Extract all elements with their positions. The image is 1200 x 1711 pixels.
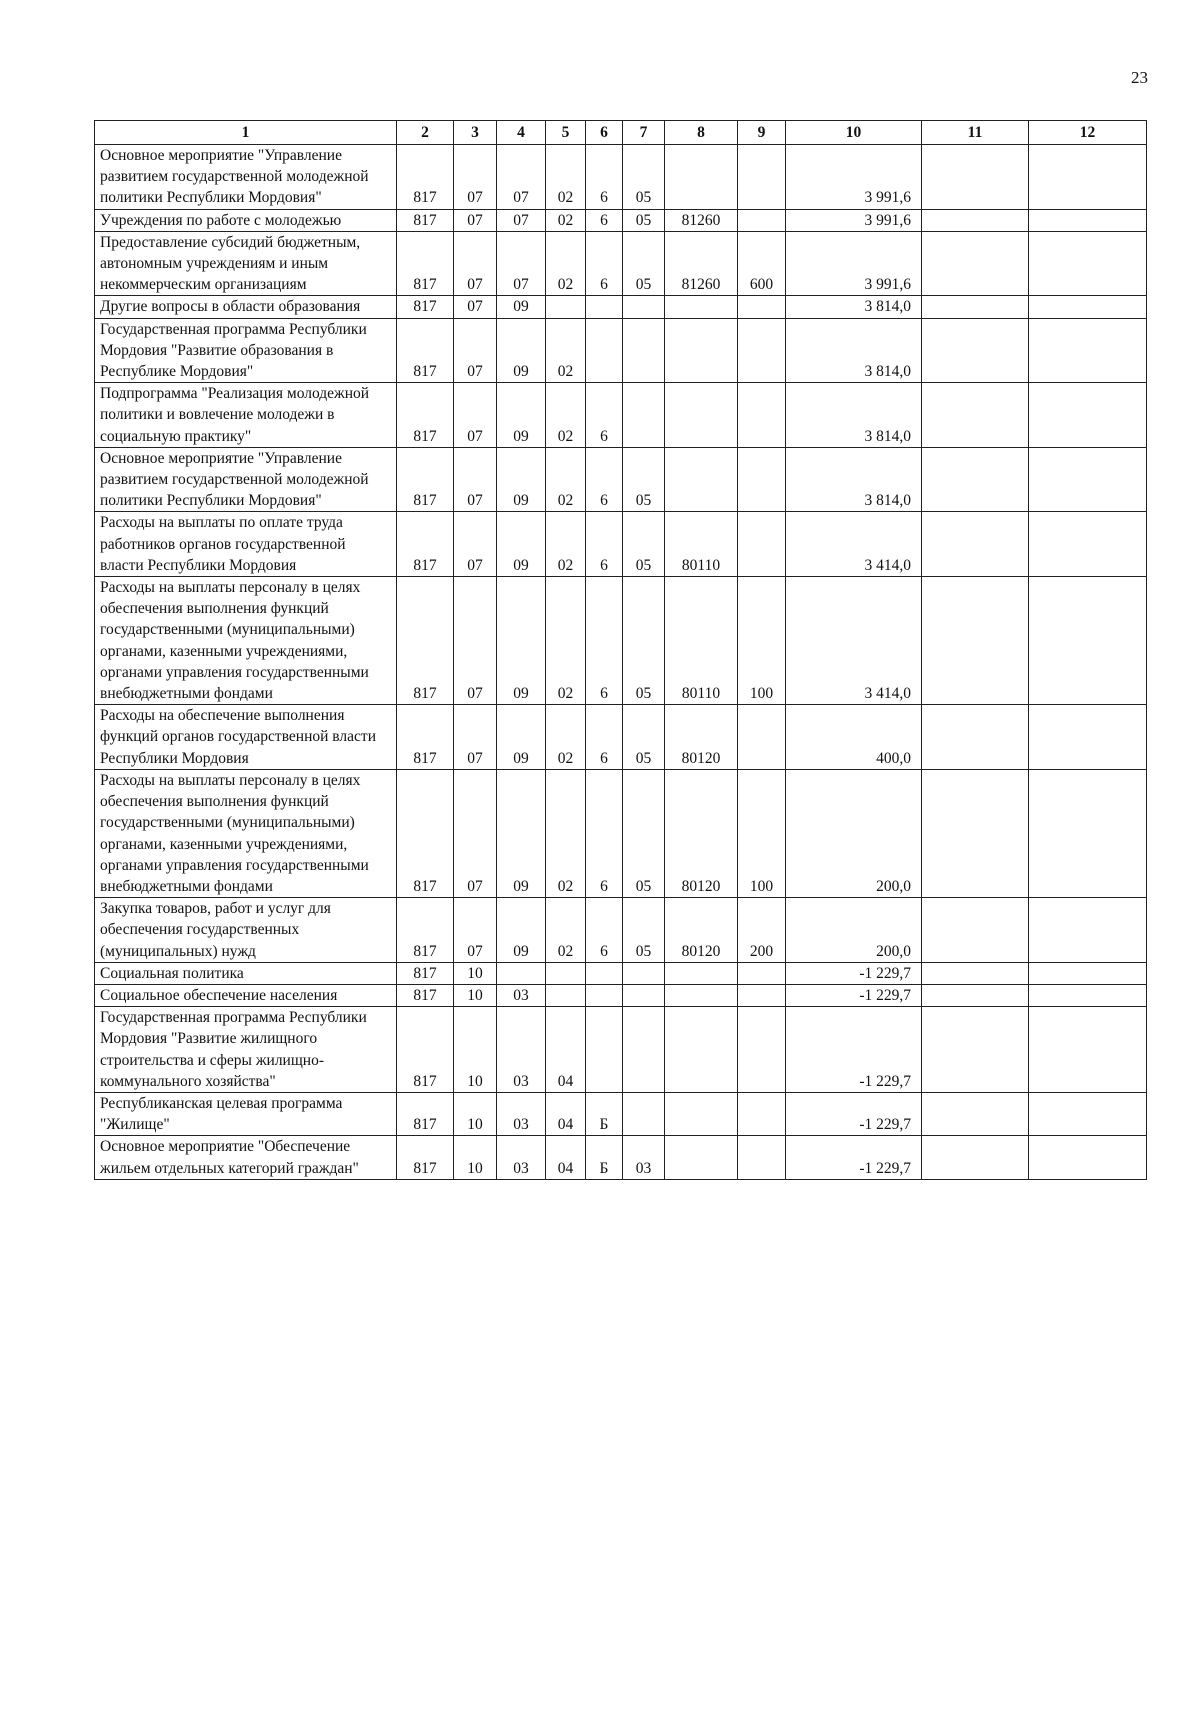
row-name-cell: Расходы на выплаты по оплате труда работников органов государственной власти Республики Мордовия	[95, 512, 397, 577]
amount-cell: -1 229,7	[786, 984, 922, 1006]
amount-cell-11	[922, 1007, 1029, 1093]
section-cell: 07	[454, 769, 497, 897]
section-cell: 07	[454, 318, 497, 383]
expense-type-cell	[738, 1136, 786, 1179]
column-header: 10	[786, 121, 922, 145]
subprogram-cell: 6	[586, 447, 623, 512]
section-cell: 10	[454, 1136, 497, 1179]
amount-cell-11	[922, 318, 1029, 383]
measure-cell	[623, 1092, 665, 1135]
row-name-cell: Социальное обеспечение населения	[95, 984, 397, 1006]
measure-cell	[623, 962, 665, 984]
admin-code-cell: 817	[397, 962, 454, 984]
amount-cell-12	[1029, 231, 1147, 296]
program-cell	[546, 962, 586, 984]
expense-type-cell	[738, 984, 786, 1006]
direction-cell: 80120	[665, 705, 738, 770]
expense-type-cell	[738, 705, 786, 770]
expense-type-cell	[738, 447, 786, 512]
program-cell: 02	[546, 769, 586, 897]
admin-code-cell: 817	[397, 512, 454, 577]
table-row	[95, 447, 1147, 512]
column-header: 12	[1029, 121, 1147, 145]
direction-cell: 81260	[665, 231, 738, 296]
row-name-cell: Государственная программа Республики Мордовия "Развитие жилищного строительства и сферы жилищно-коммунального хозяйства"	[95, 1007, 397, 1093]
measure-cell	[623, 1007, 665, 1093]
subprogram-cell: 6	[586, 512, 623, 577]
budget-table	[94, 120, 1147, 1180]
subsection-cell: 07	[497, 145, 546, 210]
row-name-cell: Расходы на выплаты персоналу в целях обеспечения выполнения функций государственными (муниципальными) органами, казенными учреждениями, органами управления государственными внебюджетными фондами	[95, 769, 397, 897]
table-row	[95, 318, 1147, 383]
admin-code-cell: 817	[397, 769, 454, 897]
table-row	[95, 898, 1147, 963]
amount-cell: 400,0	[786, 705, 922, 770]
amount-cell-11	[922, 231, 1029, 296]
amount-cell-11	[922, 577, 1029, 705]
section-cell: 10	[454, 1092, 497, 1135]
program-cell	[546, 984, 586, 1006]
section-cell: 07	[454, 577, 497, 705]
amount-cell: 3 814,0	[786, 296, 922, 318]
direction-cell: 81260	[665, 209, 738, 231]
subsection-cell: 09	[497, 705, 546, 770]
program-cell: 04	[546, 1007, 586, 1093]
table-row	[95, 705, 1147, 770]
amount-cell-12	[1029, 898, 1147, 963]
amount-cell: 3 991,6	[786, 145, 922, 210]
program-cell: 02	[546, 512, 586, 577]
measure-cell: 03	[623, 1136, 665, 1179]
amount-cell-11	[922, 962, 1029, 984]
admin-code-cell: 817	[397, 705, 454, 770]
section-cell: 07	[454, 231, 497, 296]
table-row	[95, 1092, 1147, 1135]
amount-cell-11	[922, 145, 1029, 210]
amount-cell-12	[1029, 145, 1147, 210]
section-cell: 07	[454, 512, 497, 577]
expense-type-cell: 100	[738, 577, 786, 705]
header-row	[95, 121, 1147, 145]
row-name-cell: Основное мероприятие "Обеспечение жильем отдельных категорий граждан"	[95, 1136, 397, 1179]
table-row	[95, 577, 1147, 705]
admin-code-cell: 817	[397, 577, 454, 705]
amount-cell-11	[922, 984, 1029, 1006]
program-cell: 02	[546, 231, 586, 296]
amount-cell: 200,0	[786, 898, 922, 963]
subsection-cell: 09	[497, 383, 546, 448]
program-cell: 02	[546, 898, 586, 963]
section-cell: 07	[454, 383, 497, 448]
amount-cell: 200,0	[786, 769, 922, 897]
subsection-cell: 03	[497, 984, 546, 1006]
expense-type-cell	[738, 962, 786, 984]
program-cell	[546, 296, 586, 318]
column-header: 8	[665, 121, 738, 145]
subprogram-cell	[586, 962, 623, 984]
column-header: 3	[454, 121, 497, 145]
section-cell: 07	[454, 447, 497, 512]
row-name-cell: Другие вопросы в области образования	[95, 296, 397, 318]
table-row	[95, 962, 1147, 984]
column-header: 11	[922, 121, 1029, 145]
expense-type-cell	[738, 1007, 786, 1093]
subprogram-cell	[586, 984, 623, 1006]
admin-code-cell: 817	[397, 296, 454, 318]
subsection-cell: 03	[497, 1136, 546, 1179]
row-name-cell: Социальная политика	[95, 962, 397, 984]
column-header: 1	[95, 121, 397, 145]
measure-cell: 05	[623, 705, 665, 770]
subprogram-cell: 6	[586, 383, 623, 448]
amount-cell-12	[1029, 318, 1147, 383]
subprogram-cell: 6	[586, 769, 623, 897]
section-cell: 07	[454, 296, 497, 318]
direction-cell	[665, 447, 738, 512]
table-row	[95, 1007, 1147, 1093]
amount-cell: 3 814,0	[786, 318, 922, 383]
column-header: 6	[586, 121, 623, 145]
admin-code-cell: 817	[397, 984, 454, 1006]
program-cell: 02	[546, 145, 586, 210]
table-row	[95, 296, 1147, 318]
measure-cell: 05	[623, 447, 665, 512]
measure-cell	[623, 984, 665, 1006]
subprogram-cell	[586, 318, 623, 383]
direction-cell: 80120	[665, 898, 738, 963]
measure-cell: 05	[623, 145, 665, 210]
direction-cell: 80110	[665, 577, 738, 705]
section-cell: 07	[454, 705, 497, 770]
table-row	[95, 231, 1147, 296]
table-row	[95, 145, 1147, 210]
subsection-cell: 09	[497, 577, 546, 705]
subprogram-cell: 6	[586, 209, 623, 231]
section-cell: 10	[454, 1007, 497, 1093]
admin-code-cell: 817	[397, 145, 454, 210]
expense-type-cell	[738, 318, 786, 383]
measure-cell	[623, 296, 665, 318]
admin-code-cell: 817	[397, 1136, 454, 1179]
amount-cell-11	[922, 296, 1029, 318]
amount-cell-12	[1029, 962, 1147, 984]
amount-cell: 3 991,6	[786, 231, 922, 296]
amount-cell: 3 814,0	[786, 447, 922, 512]
direction-cell	[665, 962, 738, 984]
amount-cell-12	[1029, 383, 1147, 448]
amount-cell-11	[922, 512, 1029, 577]
program-cell: 02	[546, 318, 586, 383]
program-cell: 02	[546, 447, 586, 512]
column-header: 7	[623, 121, 665, 145]
subprogram-cell	[586, 296, 623, 318]
admin-code-cell: 817	[397, 447, 454, 512]
column-header: 4	[497, 121, 546, 145]
expense-type-cell	[738, 209, 786, 231]
amount-cell-12	[1029, 705, 1147, 770]
measure-cell: 05	[623, 898, 665, 963]
direction-cell	[665, 145, 738, 210]
amount-cell-12	[1029, 1136, 1147, 1179]
row-name-cell: Учреждения по работе с молодежью	[95, 209, 397, 231]
page-number: 23	[1131, 68, 1148, 87]
subprogram-cell: 6	[586, 898, 623, 963]
amount-cell-12	[1029, 1092, 1147, 1135]
table-row	[95, 1136, 1147, 1179]
subprogram-cell: 6	[586, 231, 623, 296]
subsection-cell: 07	[497, 231, 546, 296]
subprogram-cell: 6	[586, 705, 623, 770]
expense-type-cell: 600	[738, 231, 786, 296]
direction-cell	[665, 1092, 738, 1135]
measure-cell	[623, 383, 665, 448]
amount-cell-12	[1029, 512, 1147, 577]
amount-cell: -1 229,7	[786, 962, 922, 984]
direction-cell: 80110	[665, 512, 738, 577]
direction-cell	[665, 1007, 738, 1093]
expense-type-cell: 200	[738, 898, 786, 963]
row-name-cell: Основное мероприятие "Управление развитием государственной молодежной политики Республики Мордовия"	[95, 447, 397, 512]
program-cell: 02	[546, 577, 586, 705]
admin-code-cell: 817	[397, 231, 454, 296]
expense-type-cell	[738, 145, 786, 210]
measure-cell: 05	[623, 231, 665, 296]
section-cell: 07	[454, 145, 497, 210]
amount-cell-11	[922, 447, 1029, 512]
direction-cell: 80120	[665, 769, 738, 897]
amount-cell-11	[922, 1136, 1029, 1179]
expense-type-cell: 100	[738, 769, 786, 897]
column-header: 2	[397, 121, 454, 145]
admin-code-cell: 817	[397, 383, 454, 448]
direction-cell	[665, 1136, 738, 1179]
direction-cell	[665, 383, 738, 448]
subsection-cell: 09	[497, 769, 546, 897]
measure-cell: 05	[623, 209, 665, 231]
measure-cell: 05	[623, 577, 665, 705]
measure-cell: 05	[623, 512, 665, 577]
subprogram-cell: Б	[586, 1136, 623, 1179]
amount-cell-12	[1029, 577, 1147, 705]
subsection-cell: 09	[497, 318, 546, 383]
program-cell: 02	[546, 209, 586, 231]
row-name-cell: Расходы на обеспечение выполнения функций органов государственной власти Республики Мордовия	[95, 705, 397, 770]
admin-code-cell: 817	[397, 209, 454, 231]
column-header: 9	[738, 121, 786, 145]
table-row	[95, 383, 1147, 448]
direction-cell	[665, 984, 738, 1006]
amount-cell: -1 229,7	[786, 1136, 922, 1179]
table-row	[95, 769, 1147, 897]
section-cell: 10	[454, 984, 497, 1006]
amount-cell-12	[1029, 1007, 1147, 1093]
expense-type-cell	[738, 512, 786, 577]
amount-cell: 3 414,0	[786, 512, 922, 577]
expense-type-cell	[738, 1092, 786, 1135]
subsection-cell: 09	[497, 296, 546, 318]
expense-type-cell	[738, 296, 786, 318]
amount-cell-12	[1029, 447, 1147, 512]
table-row	[95, 512, 1147, 577]
amount-cell-11	[922, 383, 1029, 448]
row-name-cell: Подпрограмма "Реализация молодежной политики и вовлечение молодежи в социальную практику"	[95, 383, 397, 448]
amount-cell-12	[1029, 769, 1147, 897]
amount-cell-12	[1029, 984, 1147, 1006]
row-name-cell: Основное мероприятие "Управление развитием государственной молодежной политики Республики Мордовия"	[95, 145, 397, 210]
amount-cell: -1 229,7	[786, 1007, 922, 1093]
subsection-cell: 09	[497, 447, 546, 512]
amount-cell-11	[922, 769, 1029, 897]
admin-code-cell: 817	[397, 1092, 454, 1135]
admin-code-cell: 817	[397, 898, 454, 963]
subsection-cell: 07	[497, 209, 546, 231]
subsection-cell: 09	[497, 512, 546, 577]
subprogram-cell	[586, 1007, 623, 1093]
row-name-cell: Республиканская целевая программа "Жилище"	[95, 1092, 397, 1135]
amount-cell: 3 991,6	[786, 209, 922, 231]
subsection-cell: 09	[497, 898, 546, 963]
table-row	[95, 209, 1147, 231]
subprogram-cell: 6	[586, 577, 623, 705]
admin-code-cell: 817	[397, 318, 454, 383]
section-cell: 10	[454, 962, 497, 984]
row-name-cell: Закупка товаров, работ и услуг для обеспечения государственных (муниципальных) нужд	[95, 898, 397, 963]
amount-cell-12	[1029, 296, 1147, 318]
program-cell: 04	[546, 1092, 586, 1135]
amount-cell: 3 814,0	[786, 383, 922, 448]
admin-code-cell: 817	[397, 1007, 454, 1093]
measure-cell: 05	[623, 769, 665, 897]
subsection-cell: 03	[497, 1007, 546, 1093]
amount-cell: -1 229,7	[786, 1092, 922, 1135]
program-cell: 04	[546, 1136, 586, 1179]
row-name-cell: Государственная программа Республики Мордовия "Развитие образования в Республике Мордовия"	[95, 318, 397, 383]
section-cell: 07	[454, 209, 497, 231]
amount-cell-11	[922, 705, 1029, 770]
section-cell: 07	[454, 898, 497, 963]
column-header: 5	[546, 121, 586, 145]
amount-cell: 3 414,0	[786, 577, 922, 705]
row-name-cell: Расходы на выплаты персоналу в целях обеспечения выполнения функций государственными (муниципальными) органами, казенными учреждениями, органами управления государственными внебюджетными фондами	[95, 577, 397, 705]
table-row	[95, 984, 1147, 1006]
measure-cell	[623, 318, 665, 383]
subsection-cell: 03	[497, 1092, 546, 1135]
amount-cell-12	[1029, 209, 1147, 231]
subsection-cell	[497, 962, 546, 984]
amount-cell-11	[922, 209, 1029, 231]
direction-cell	[665, 318, 738, 383]
expense-type-cell	[738, 383, 786, 448]
program-cell: 02	[546, 383, 586, 448]
row-name-cell: Предоставление субсидий бюджетным, автономным учреждениям и иным некоммерческим организациям	[95, 231, 397, 296]
direction-cell	[665, 296, 738, 318]
amount-cell-11	[922, 1092, 1029, 1135]
subprogram-cell: 6	[586, 145, 623, 210]
amount-cell-11	[922, 898, 1029, 963]
program-cell: 02	[546, 705, 586, 770]
subprogram-cell: Б	[586, 1092, 623, 1135]
